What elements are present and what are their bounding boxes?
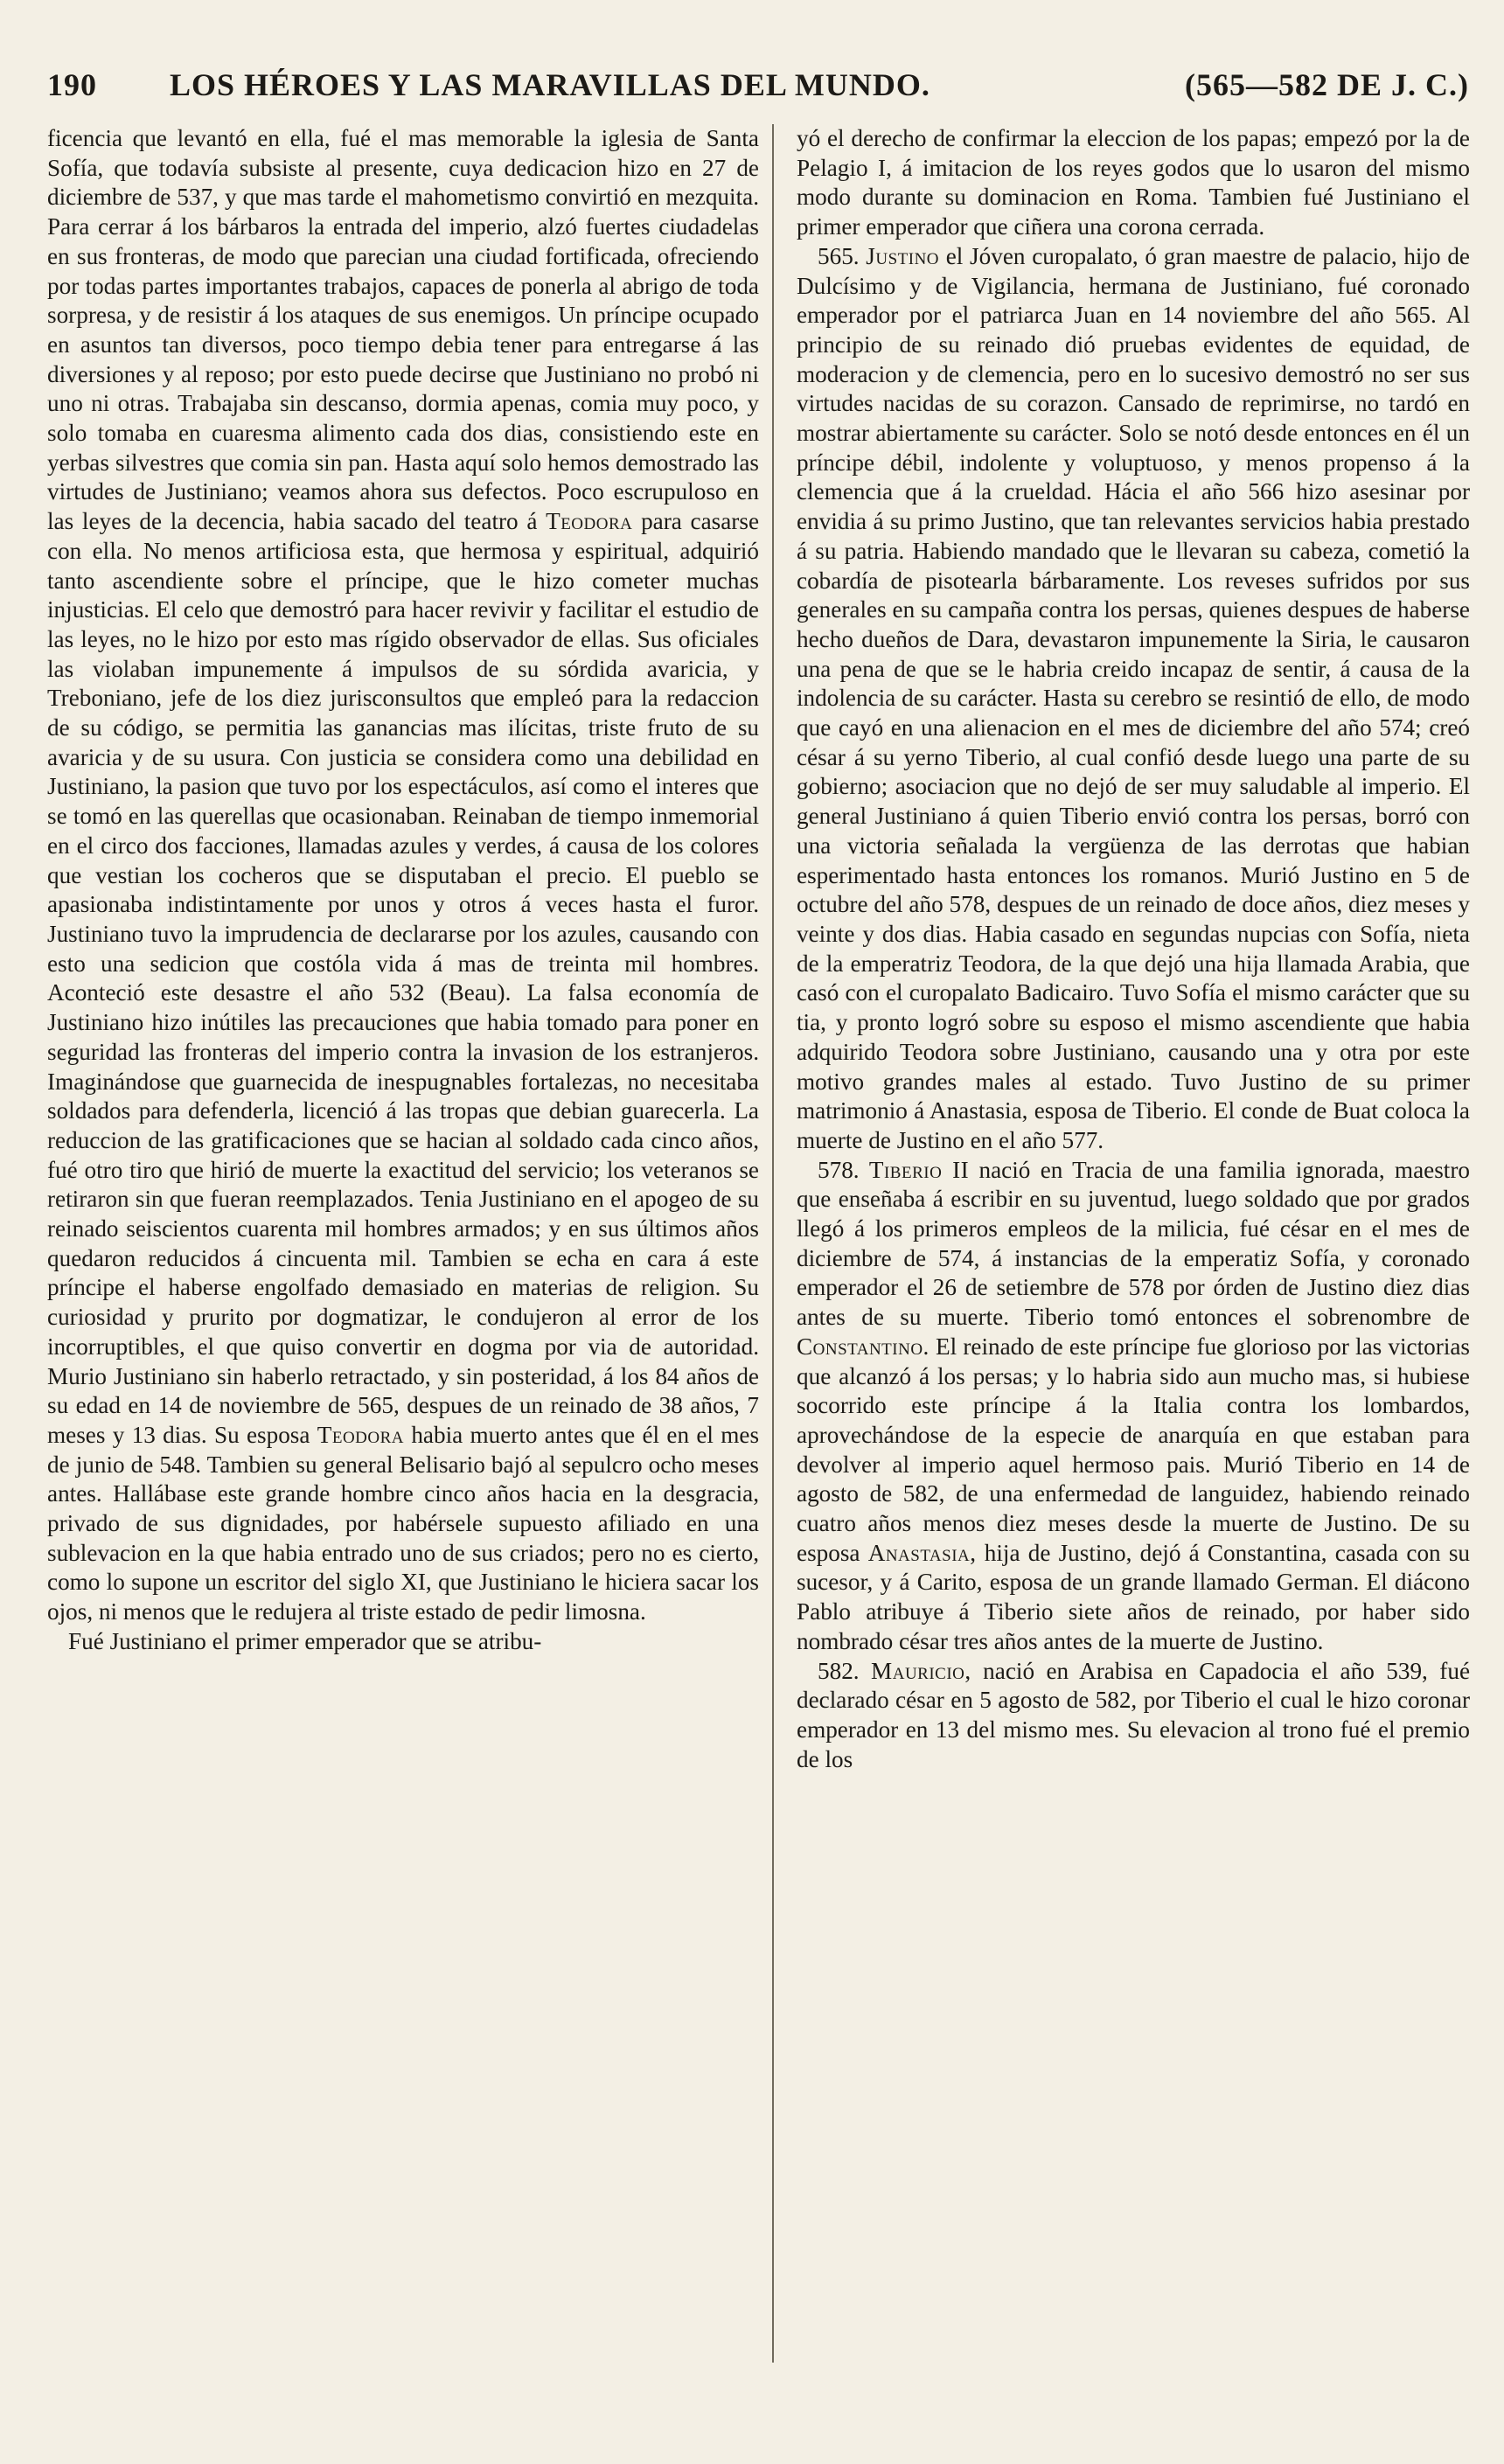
paragraph-text: yó el derecho de confirmar la eleccion de los papas; empezó por la de Pelagio I, á imitacion de los reyes godos que lo usaron del mismo modo durante su dominacion en Roma. Tambien fué Justiniano el primer emperador que ciñera una corona cerrada. xyxy=(797,125,1470,240)
person-name: Teodora xyxy=(317,1421,405,1448)
surname: Constantino. xyxy=(797,1333,930,1360)
paragraph xyxy=(47,124,759,1627)
person-name: Anastasia, xyxy=(867,1539,977,1566)
emperor-name: Justino xyxy=(866,242,940,269)
emperor-name: Tiberio II xyxy=(868,1156,970,1183)
paragraph-text: habia muerto antes que él en el mes de junio de 548. Tambien su general Belisario bajó al sepulcro ocho meses antes. Hallábase este grande hombre cinco años hacia en la desgracia, privado de sus dignidades, por habérsele supuesto afiliado en una sublevacion en la que habia entrado uno de sus criados; pero no es cierto, como lo supone un escritor del siglo XI, que Justiniano le hiciera sacar los ojos, ni menos que le redujera al triste estado de pedir limosna. xyxy=(47,1421,759,1625)
entry-tiberio xyxy=(797,1156,1470,1657)
paragraph-text: nació en Tracia de una familia ignorada, maestro que enseñaba á escribir en su juventud, luego soldado que por grados llegó á los primeros empleos de la milicia, fué césar en el mes de diciembre de 574, á instancias de la emperatiz Sofía, y coronado emperador el 26 de setiembre de 578 por órden de Justino diez dias antes de su muerte. Tiberio tomó entonces el sobrenombre de xyxy=(797,1156,1470,1331)
right-column xyxy=(797,124,1470,2433)
emperor-name: Mauricio, xyxy=(871,1657,971,1684)
paragraph-text: hija de Justino, dejó á Constantina, casada con su sucesor, y á Carito, esposa de un grande llamado German. El diácono Pablo atribuye á Tiberio siete años de reinado, por haber sido nombrado césar tres años antes de la muerte de Justino. xyxy=(797,1539,1470,1654)
paragraph-text: para casarse con ella. No menos artificiosa esta, que hermosa y espiritual, adquirió tanto ascendiente sobre el príncipe, que le hizo cometer muchas injusticias. El celo que demostró para hacer revivir y facilitar el estudio de las leyes, no le hizo por esto mas rígido observador de ellas. Sus oficiales las violaban impunemente á impulsos de su sórdida avaricia, y Treboniano, jefe de los diez jurisconsultos que empleó para la redaccion de su código, se permitia las ganancias mas ilícitas, triste fruto de su avaricia y de su usura. Con justicia se considera como una debilidad en Justiniano, la pasion que tuvo por los espectáculos, así como el interes que se tomó en las querellas que ocasionaban. Reinaban de tiempo inmemorial en el circo dos facciones, llamadas azules y verdes, á causa de los colores que vestian los cocheros que se disputaban el precio. El pueblo se apasionaba indistintamente por unos y otros á veces hasta el furor. Justiniano tuvo la imprudencia de declararse por los azules, causando con esto una sedicion que costóla vida á mas de treinta mil hombres. Aconteció este desastre el año 532 (Beau). La falsa economía de Justiniano hizo inútiles las precauciones que habia tomado para poner en seguridad las fronteras del imperio contra la invasion de los estranjeros. Imaginándose que guarnecida de inespugnables fortalezas, no necesitaba soldados para defenderla, licenció á las tropas que debian guarecerla. La reduccion de las gratificaciones que se hacian al soldado cada cinco años, fué otro tiro que hirió de muerte la exactitud del servicio; los veteranos se retiraron sin que fueran reemplazados. Tenia Justiniano en el apogeo de su reinado seiscientos cuarenta mil hombres armados; y en sus últimos años quedaron reducidos á cincuenta mil. Tambien se echa en cara á este príncipe el haberse engolfado demasiado en materias de religion. Su curiosidad y prurito por dogmatizar, le condujeron al error de los incorruptibles, el que quiso convertir en dogma por via de autoridad. Murio Justiniano sin haberlo retractado, y sin posteridad, á los 84 años de su edad en 14 de noviembre de 565, despues de un reinado de 38 años, 7 meses y 13 dias. Su esposa xyxy=(47,508,759,1448)
paragraph-text: El reinado de este príncipe fue glorioso por las victorias que alcanzó á los persas; y lo habria sido aun mucho mas, si hubiese socorrido este príncipe á la Italia contra los lombardos, aprovechándose de la especie de anarquía en que estaban para devolver al imperio aquel hermoso pais. Murió Tiberio en 14 de agosto de 582, de una enfermedad de languidez, habiendo reinado cuatro años menos diez meses desde la muerte de Justino. De su esposa xyxy=(797,1333,1470,1566)
entry-year: 582. xyxy=(818,1657,860,1684)
paragraph-text: ficencia que levantó en ella, fué el mas memorable la iglesia de Santa Sofía, que todavía subsiste al presente, cuya dedicacion hizo en 27 de diciembre de 537, y que mas tarde el mahometismo convirtió en mezquita. Para cerrar á los bárbaros la entrada del imperio, alzó fuertes ciudadelas en sus fronteras, de modo que parecian una ciudad fortificada, ofreciendo por todas partes importantes trabajos, capaces de ponerla al abrigo de toda sorpresa, y de resistir á los ataques de sus enemigos. Un príncipe ocupado en asuntos tan diversos, poco tiempo debia tener para entregarse á las diversiones y al reposo; por esto puede decirse que Justiniano no probó ni uno ni otras. Trabajaba sin descanso, dormia apenas, comia muy poco, y solo tomaba en cuaresma alimento cada dos dias, consistiendo este en yerbas silvestres que comia sin pan. Hasta aquí solo hemos demostrado las virtudes de Justiniano; veamos ahora sus defectos. Poco escrupuloso en las leyes de la decencia, habia sacado del teatro á xyxy=(47,125,759,535)
paragraph xyxy=(797,124,1470,242)
entry-year: 578. xyxy=(818,1156,860,1183)
entry-mauricio xyxy=(797,1657,1470,1775)
entry-year: 565. xyxy=(818,242,860,269)
page-number: 190 xyxy=(47,67,97,102)
paragraph-text: Fué Justiniano el primer emperador que se atribu- xyxy=(68,1627,542,1654)
paragraph-text: el Jóven curopalato, ó gran maestre de palacio, hijo de Dulcísimo y de Vigilancia, hermana de Justiniano, fué coronado emperador por el patriarca Juan en 14 noviembre del año 565. Al principio de su reinado dió pruebas evidentes de equidad, de moderacion y de clemencia, pero en lo sucesivo demostró no ser sus virtudes nacidas de su corazon. Cansado de reprimirse, no tardó en mostrar abiertamente su carácter. Solo se notó desde entonces en él un príncipe débil, indolente y voluptuoso, y menos propenso á la clemencia que á la crueldad. Hácia el año 566 hizo asesinar por envidia á su primo Justino, que tan relevantes servicios habia prestado á su patria. Habiendo mandado que le llevaran su cabeza, cometió la cobardía de pisotearla bárbaramente. Los reveses sufridos por sus generales en su campaña contra los persas, quienes despues de haberse hecho dueños de Dara, devastaron impunemente la Siria, le causaron una pena de que se le habria creido incapaz de sentir, á causa de la indolencia de su carácter. Hasta su cerebro se resintió de ello, de modo que cayó en una alienacion en el mes de diciembre del año 574; creó césar á su yerno Tiberio, al cual confió desde luego una parte de su gobierno; asociacion que no dejó de ser muy saludable al imperio. El general Justiniano á quien Tiberio envió contra los persas, borró con una victoria señalada la vergüenza de las derrotas que habian esperimentado hasta entonces los romanos. Murió Justino en 5 de octubre del año 578, despues de un reinado de doce años, diez meses y veinte y dos dias. Habia casado en segundas nupcias con Sofía, nieta de la emperatriz Teodora, de la que dejó una hija llamada Arabia, que casó con el curopalato Badicairo. Tuvo Sofía el mismo carácter que su tia, y pronto logró sobre su esposo el mismo ascendiente que habia adquirido Teodora sobre Justiniano, causando una y otra por este motivo grandes males al estado. Tuvo Justino de su primer matrimonio á Anastasia, esposa de Tiberio. El conde de Buat coloca la muerte de Justino en el año 577. xyxy=(797,242,1470,1153)
person-name: Teodora xyxy=(546,508,633,535)
paragraph-text: nació en Arabisa en Capadocia el año 539, fué declarado césar en 5 agosto de 582, por Tiberio el cual le hizo coronar emperador en 13 del mismo mes. Su elevacion al trono fué el premio de los xyxy=(797,1657,1470,1772)
left-column xyxy=(47,124,759,2433)
paragraph xyxy=(47,1627,759,1657)
running-title: LOS HÉROES Y LAS MARAVILLAS DEL MUNDO. xyxy=(170,67,930,102)
date-range: (565—582 DE J. C.) xyxy=(1185,67,1469,102)
running-header xyxy=(47,66,1469,110)
column-divider xyxy=(772,124,774,2363)
entry-justino xyxy=(797,242,1470,1156)
